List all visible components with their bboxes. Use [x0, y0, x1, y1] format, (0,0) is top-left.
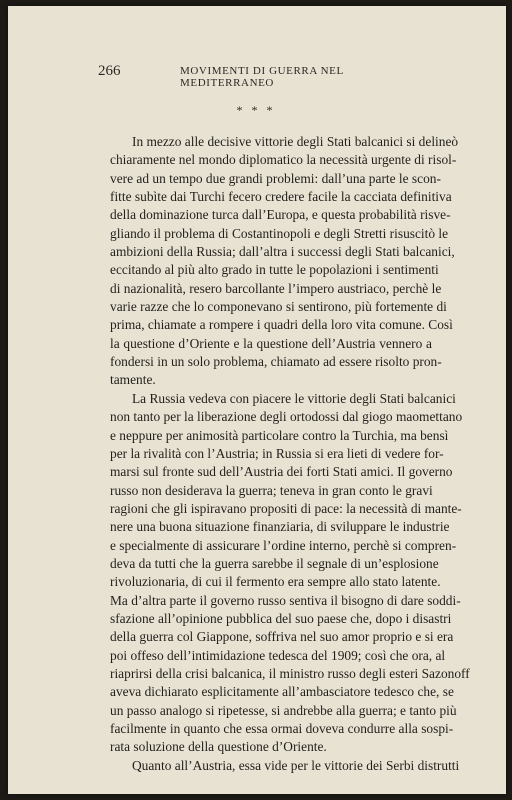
text-line: e neppure per animosità particolare contro la Turchia, ma bensì [110, 427, 449, 443]
text-line: La Russia vedeva con piacere le vittorie degli Stati balcanici [132, 390, 456, 406]
text-line: In mezzo alle decisive vittorie degli Stati balcanici si delineò [132, 134, 459, 149]
text-line: vere ad un tempo due grandi problemi: dall’una parte le scon- [110, 170, 441, 186]
body-text [110, 133, 470, 775]
paragraph [110, 390, 470, 757]
page-number: 266 [98, 63, 121, 79]
text-line: un passo analogo si ripetesse, si andrebbe alla guerra; e tanto più [110, 702, 457, 718]
text-line: gliando il problema di Costantinopoli e degli Stretti risuscitò le [110, 225, 449, 241]
section-separator: * * * [236, 103, 276, 117]
text-line: per la rivalità con l’Austria; in Russia si era lieti di vedere for- [110, 445, 444, 461]
text-line: facilmente in quanto che essa ormai doveva condurre alla sospi- [110, 721, 454, 736]
text-line: Ma d’altra parte il governo russo sentiva il bisogno di dare soddi- [110, 592, 461, 608]
text-line: e specialmente di assicurare l’ordine interno, perchè si compren- [110, 537, 457, 553]
text-line: rata soluzione della questione d’Oriente. [110, 739, 327, 755]
text-line: tamente. [110, 372, 156, 388]
text-line: fitte subìte dai Turchi fecero credere facile la cacciata definitiva [110, 189, 452, 205]
text-line: rivoluzionaria, di cui il fermento era sempre allo stato latente. [110, 574, 441, 590]
page-header [98, 63, 438, 89]
text-line: riaprirsi della crisi balcanica, il ministro russo degli esteri Sazonoff [110, 665, 470, 681]
running-title: MOVIMENTI DI GUERRA NEL MEDITERRANEO [180, 65, 344, 89]
text-line: ambizioni della Russia; dall’altra i successi degli Stati balcanici, [110, 244, 455, 260]
text-line: marsi sul fronte sud dell’Austria dei forti Stati amici. Il governo [110, 464, 453, 480]
text-line: deva da tutti che la guerra sarebbe il segnale di un’esplosione [110, 555, 439, 571]
text-line: della guerra col Giappone, soffriva nel suo amor proprio e si era [110, 629, 454, 645]
text-line: sfazione all’opinione pubblica del suo paese che, dopo i disastri [110, 610, 452, 626]
text-line: di nazionalità, resero barcollante l’impero austriaco, perchè le [110, 280, 442, 296]
text-line: nere una buona situazione finanziaria, di sviluppare le industrie [110, 519, 450, 535]
text-line: chiaramente nel mondo diplomatico la necessità urgente di risol- [110, 152, 457, 168]
text-line: poi offeso dell’intimidazione tedesca del 1909; così che ora, al [110, 647, 446, 663]
text-line: eccitando al più alto grado in tutte le popolazioni i sentimenti [110, 262, 439, 278]
text-line: della dominazione turca dall’Europa, e questa probabilità risve- [110, 207, 451, 223]
text-line: ragioni che gli ispiravano propositi di pace: la necessità di mante- [110, 500, 462, 516]
text-line: varie razze che lo componevano si sentirono, più fortemente di [110, 299, 447, 315]
text-line: Quanto all’Austria, essa vide per le vittorie dei Serbi distrutti [132, 757, 460, 773]
text-line: fondersi in un solo problema, chiamato ad essere risolto pron- [110, 354, 442, 370]
text-line: russo non desiderava la guerra; teneva in gran conto le gravi [110, 482, 433, 498]
paragraph [110, 133, 459, 390]
paragraph [110, 757, 460, 775]
text-line: non tanto per la liberazione degli ortodossi dal giogo maomettano [110, 409, 463, 425]
text-line: aveva dichiarato esplicitamente all’ambasciatore tedesco che, se [110, 684, 454, 700]
text-line: la questione d’Oriente e la questione dell’Austria vennero a [110, 335, 432, 351]
text-line: prima, chiamate a rompere i quadri della loro vita comune. Così [110, 317, 453, 333]
